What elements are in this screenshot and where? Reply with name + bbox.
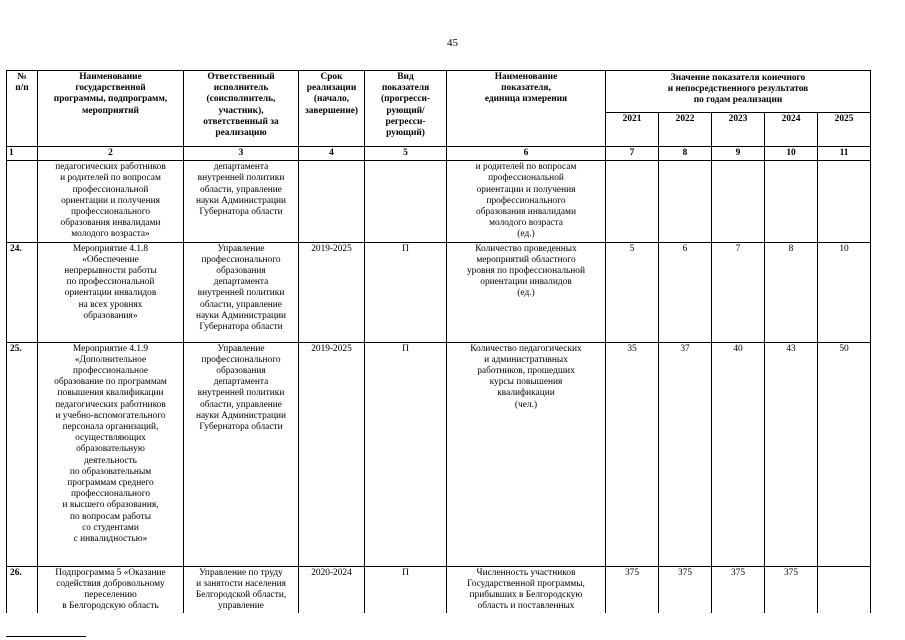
table-row bbox=[7, 342, 871, 566]
indicator-kind: П bbox=[365, 242, 447, 342]
col-header-values-group: Значение показателя конечного и непосредственного результатов по годам реализации bbox=[606, 71, 871, 113]
program-name: Мероприятие 4.1.8 «Обеспечение непрерывности работы по профессиональной ориентации инвалидов на всех уровнях образования» bbox=[38, 242, 184, 342]
table-row bbox=[7, 242, 871, 342]
year-header: 2023 bbox=[712, 113, 765, 147]
program-name: Подпрограмма 5 «Оказание содействия добровольному переселению в Белгородскую область bbox=[38, 566, 184, 613]
indicator-name: Количество педагогических и административных работников, прошедших курсы повышения квалификации (чел.) bbox=[447, 342, 606, 566]
col-header-term: Срок реализации (начало, завершение) bbox=[299, 71, 365, 147]
column-number: 6 bbox=[447, 147, 606, 161]
indicator-value bbox=[765, 161, 818, 242]
row-number bbox=[7, 161, 38, 242]
responsible-executor: Управление по труду и занятости населения Белгородской области, управление bbox=[184, 566, 299, 613]
row-number: 25. bbox=[7, 342, 38, 566]
indicator-value: 375 bbox=[659, 566, 712, 613]
indicator-value: 5 bbox=[606, 242, 659, 342]
row-number: 24. bbox=[7, 242, 38, 342]
program-name: педагогических работников и родителей по вопросам профессиональной ориентации и получения профессионального образования инвалидами молодого возраста» bbox=[38, 161, 184, 242]
column-number: 11 bbox=[818, 147, 871, 161]
indicator-value: 7 bbox=[712, 242, 765, 342]
year-header: 2022 bbox=[659, 113, 712, 147]
col-header-program: Наименование государственной программы, подпрограмм, мероприятий bbox=[38, 71, 184, 147]
indicator-value: 375 bbox=[712, 566, 765, 613]
column-number: 4 bbox=[299, 147, 365, 161]
column-number: 2 bbox=[38, 147, 184, 161]
year-header: 2021 bbox=[606, 113, 659, 147]
indicator-value: 8 bbox=[765, 242, 818, 342]
implementation-term bbox=[299, 161, 365, 242]
column-number: 3 bbox=[184, 147, 299, 161]
indicator-value bbox=[606, 161, 659, 242]
indicator-name: Численность участников Государственной программы, прибывших в Белгородскую область и поставленных bbox=[447, 566, 606, 613]
indicator-value bbox=[818, 161, 871, 242]
indicator-value: 6 bbox=[659, 242, 712, 342]
indicator-kind: П bbox=[365, 566, 447, 613]
indicator-value: 375 bbox=[765, 566, 818, 613]
implementation-term: 2020-2024 bbox=[299, 566, 365, 613]
indicator-value: 37 bbox=[659, 342, 712, 566]
col-header-num: № п/п bbox=[7, 71, 38, 147]
indicator-kind: П bbox=[365, 342, 447, 566]
column-number: 8 bbox=[659, 147, 712, 161]
indicator-value: 375 bbox=[606, 566, 659, 613]
column-number: 10 bbox=[765, 147, 818, 161]
col-header-executor: Ответственный исполнитель (соисполнитель, участник), ответственный за реализацию bbox=[184, 71, 299, 147]
indicator-name: и родителей по вопросам профессиональной ориентации и получения профессионального образования инвалидами молодого возраста (ед.) bbox=[447, 161, 606, 242]
responsible-executor: Управление профессионального образования департамента внутренней политики области, управление науки Администрации Губернатора области bbox=[184, 342, 299, 566]
indicator-value: 50 bbox=[818, 342, 871, 566]
indicators-table bbox=[6, 70, 871, 613]
responsible-executor: Управление профессионального образования департамента внутренней политики области, управление науки Администрации Губернатора области bbox=[184, 242, 299, 342]
column-number: 9 bbox=[712, 147, 765, 161]
indicator-value bbox=[818, 566, 871, 613]
page-number: 45 bbox=[447, 37, 458, 49]
indicator-value: 35 bbox=[606, 342, 659, 566]
indicator-value: 43 bbox=[765, 342, 818, 566]
year-header: 2025 bbox=[818, 113, 871, 147]
header-row bbox=[7, 71, 871, 113]
row-number: 26. bbox=[7, 566, 38, 613]
implementation-term: 2019-2025 bbox=[299, 342, 365, 566]
indicator-value bbox=[712, 161, 765, 242]
program-name: Мероприятие 4.1.9 «Дополнительное профессиональное образование по программам повышения квалификации педагогических работников и учебно-вспомогательного персонала организаций, осуществляющих образовательную деятельность по образовательным программам среднего профессионального и высшего образования, по вопросам работы со студентами с инвалидностью» bbox=[38, 342, 184, 566]
indicator-name: Количество проведенных мероприятий областного уровня по профессиональной ориентации инвалидов (ед.) bbox=[447, 242, 606, 342]
year-header: 2024 bbox=[765, 113, 818, 147]
table-row bbox=[7, 161, 871, 242]
indicator-value bbox=[659, 161, 712, 242]
col-header-indicator: Наименование показателя, единица измерения bbox=[447, 71, 606, 147]
table-row bbox=[7, 566, 871, 613]
indicator-kind bbox=[365, 161, 447, 242]
column-number: 1 bbox=[7, 147, 38, 161]
column-number-row bbox=[7, 147, 871, 161]
column-number: 7 bbox=[606, 147, 659, 161]
responsible-executor: департамента внутренней политики области, управление науки Администрации Губернатора области bbox=[184, 161, 299, 242]
column-number: 5 bbox=[365, 147, 447, 161]
implementation-term: 2019-2025 bbox=[299, 242, 365, 342]
indicator-value: 40 bbox=[712, 342, 765, 566]
indicator-value: 10 bbox=[818, 242, 871, 342]
col-header-kind: Вид показателя (прогресси- рующий/ регресси- рующий) bbox=[365, 71, 447, 147]
footer-rule bbox=[6, 636, 86, 637]
